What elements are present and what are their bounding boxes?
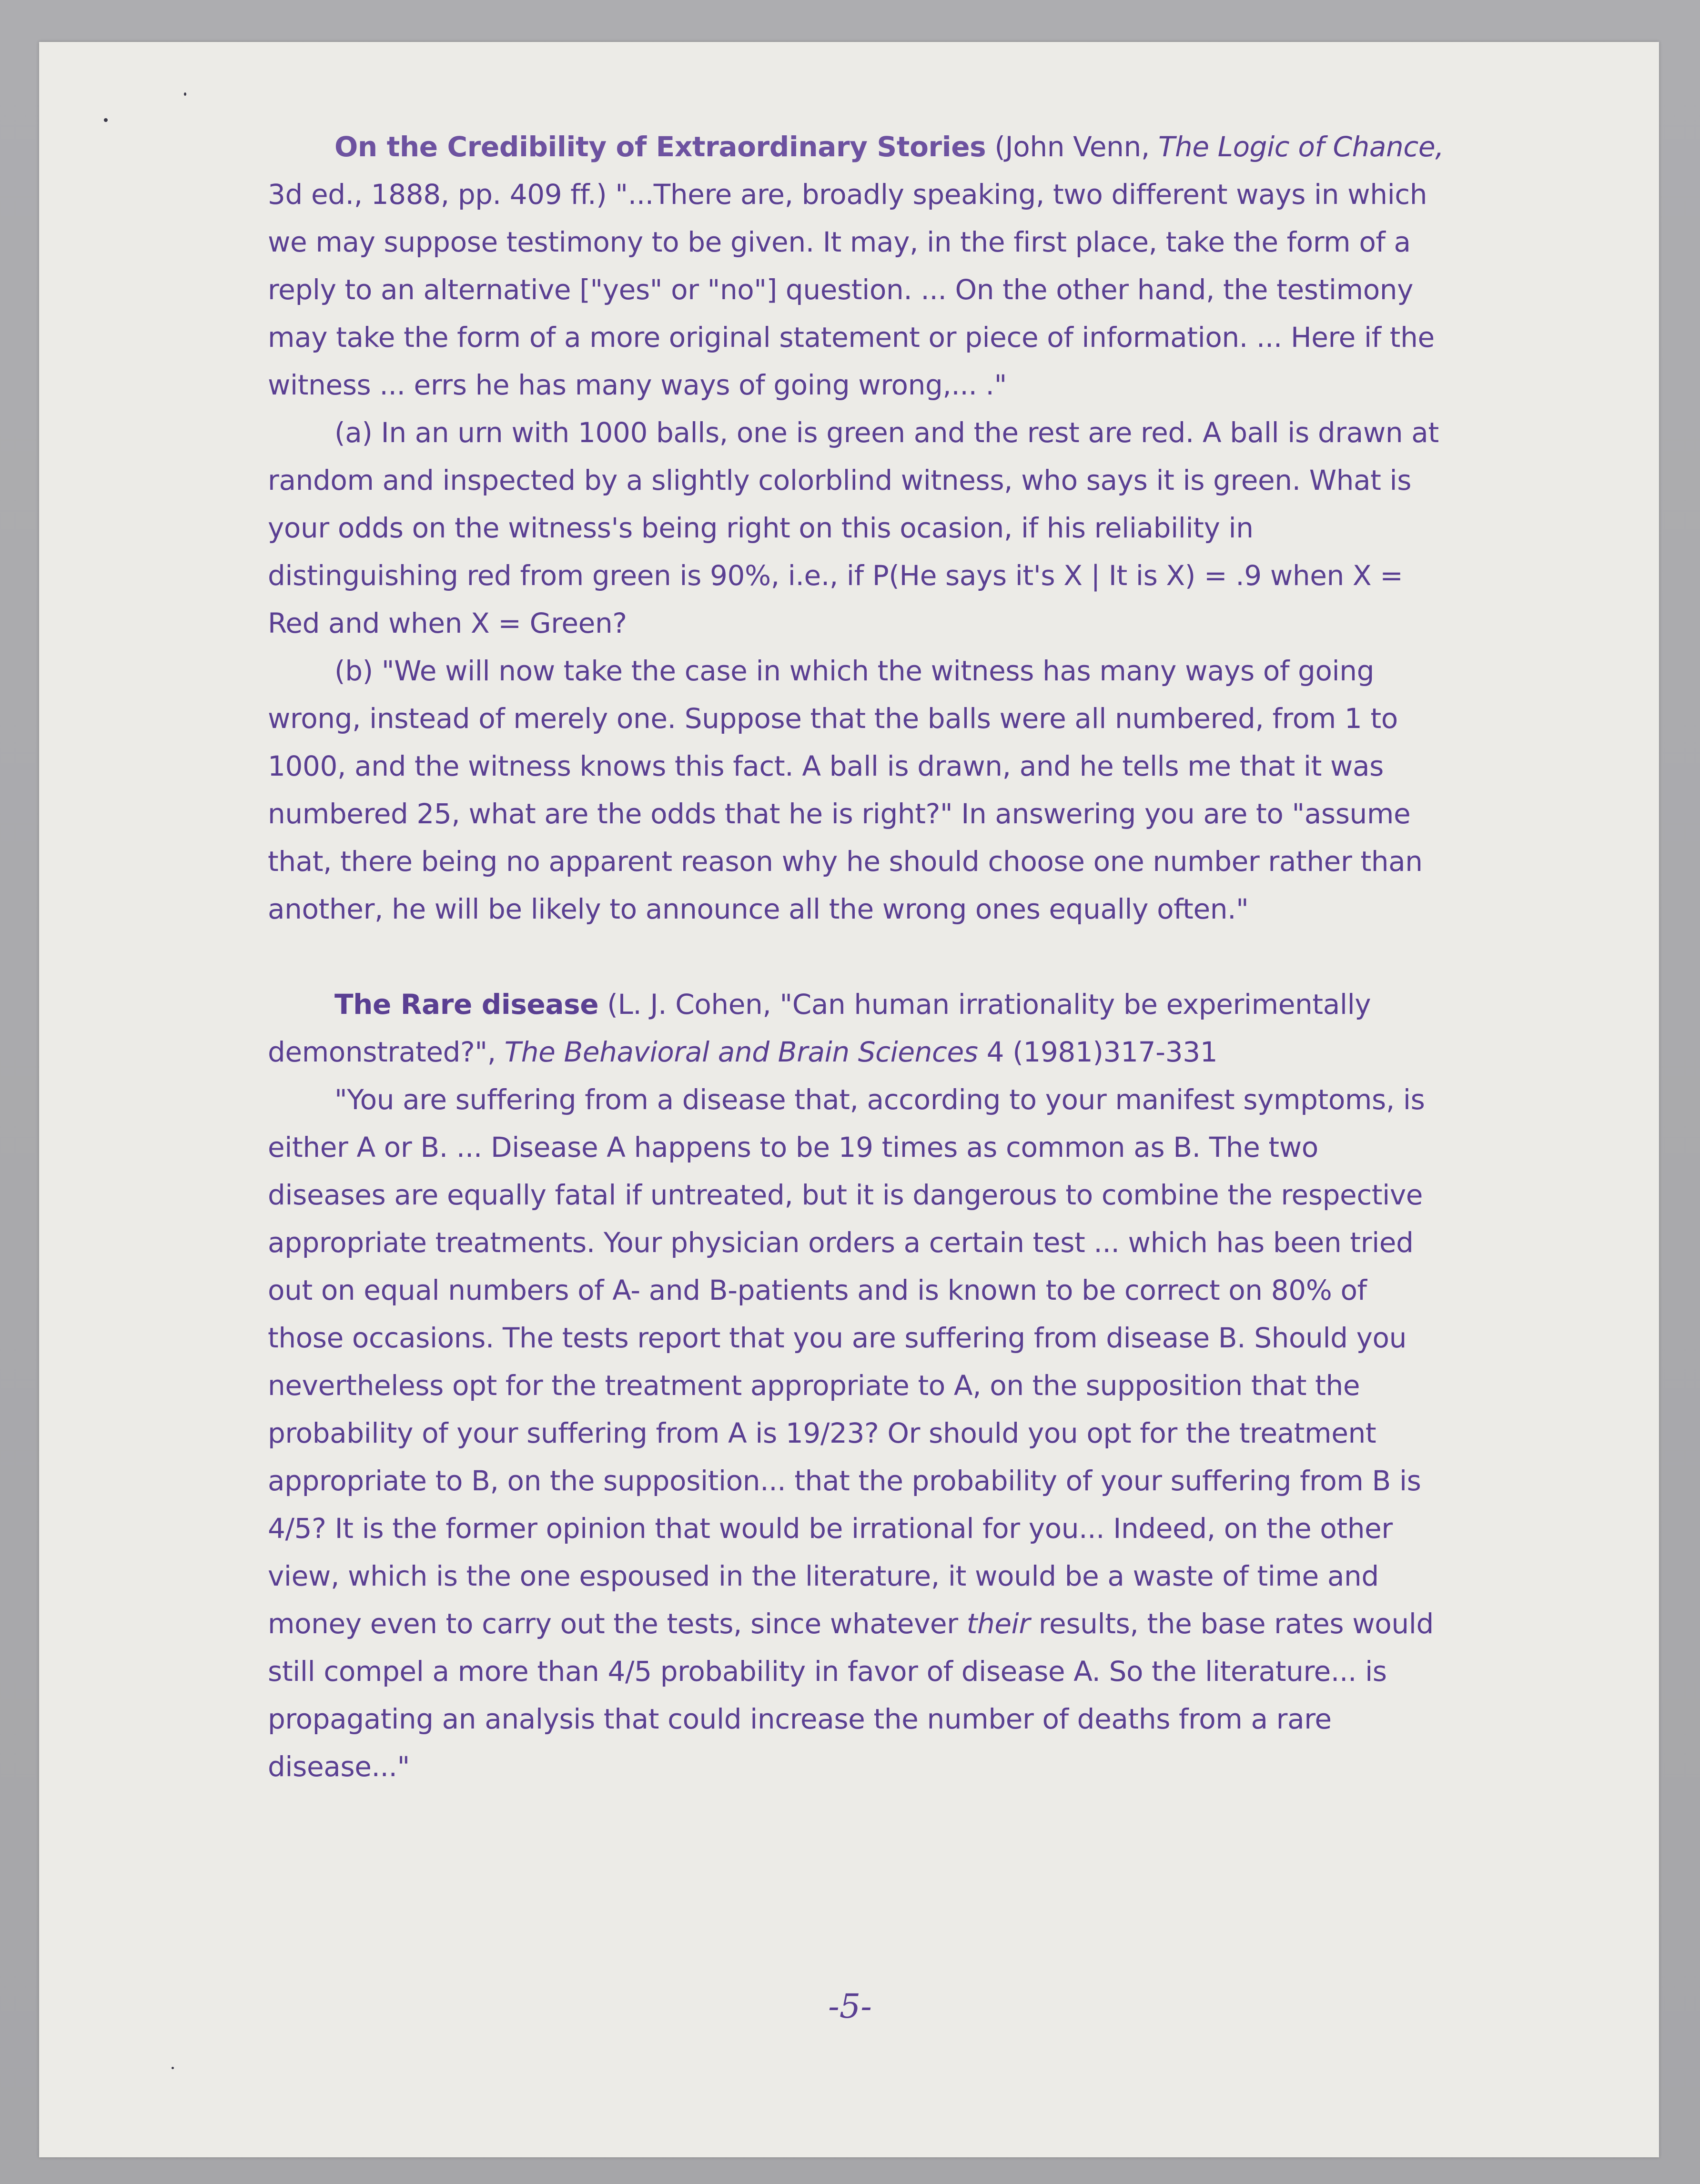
page-number: -5- (828, 1987, 872, 2026)
spacer (268, 933, 1445, 981)
quote-text: "...There are, broadly speaking, two different ways in which we may suppose testimony to be given. It may, in the first place, take the form of a reply to an alternative ["yes" or "no"] question. ... On the other hand, the testimony may take the form of a more original statement or piece of information. ... Here if the witness ... errs he has many ways of going wrong,... ." (268, 178, 1435, 401)
journal-title: The Behavioral and Brain Sciences (504, 1036, 978, 1068)
book-title: The Logic of Chance, (1158, 131, 1444, 163)
citation-text: 4 (1981)317-331 (978, 1036, 1218, 1068)
problem-a: (a) In an urn with 1000 balls, one is green and the rest are red. A ball is drawn at random and inspected by a slightly colorblind witness, who says it is green. What is your odds on the witness's being right on this ocasion, if his reliability in distinguishing red from green is 90%, i.e., if P(He says it's X | It is X) = .9 when X = Red and when X = Green? (268, 416, 1439, 639)
quote-text: "You are suffering from a disease that, according to your manifest symptoms, is either A or B. ... Disease A happens to be 19 times as common as B. The two diseases are equally fatal if untreated, but it is dangerous to combine the respective appropriate treatments. Your physician orders a certain test ... which has been tried out on equal numbers of A- and B-patients and is known to be correct on 80% of those occasions. The tests report that you are suffering from disease B. Should you nevertheless opt for the treatment appropriate to A, on the supposition that the probability of your suffering from A is 19/23? Or should you opt for the treatment appropriate to B, on the supposition... that the probability of your suffering from B is 4/5? It is the former opinion that would be irrational for you... Indeed, on the other view, which is the one espoused in the literature, it would be a waste of time and money even to carry out the tests, since whatever (268, 1083, 1425, 1640)
section-venn (268, 123, 1445, 409)
section-rare-disease (268, 981, 1445, 1076)
quote-text: results, the base rates would still compel a more than 4/5 probability in favor of disease A. So the literature... is propagating an analysis that could increase the number of deaths from a rare disease..." (268, 1608, 1434, 1783)
quote-italic: their (966, 1608, 1030, 1640)
problem-b: (b) "We will now take the case in which the witness has many ways of going wrong, instead of merely one. Suppose that the balls were all numbered, from 1 to 1000, and the witness knows this fact. A ball is drawn, and he tells me that it was numbered 25, what are the odds that he is right?" In answering you are to "assume that, there being no apparent reason why he should choose one number rather than another, he will be likely to announce all the wrong ones equally often." (268, 655, 1423, 925)
citation-text: (John Venn, (986, 131, 1158, 163)
ink-speck (104, 118, 108, 122)
section-heading: On the Credibility of Extraordinary Stories (334, 131, 986, 163)
ink-speck (172, 2067, 174, 2069)
document-text (268, 123, 1445, 1790)
section-heading: The Rare disease (334, 988, 599, 1021)
citation-text: (L. J. Cohen, "Can human irrationality be experimentally demonstrated?", (268, 988, 1371, 1068)
cohen-quote (268, 1076, 1445, 1790)
citation-text: 3d ed., 1888, pp. 409 ff.) (268, 178, 616, 211)
ink-speck (184, 92, 186, 96)
